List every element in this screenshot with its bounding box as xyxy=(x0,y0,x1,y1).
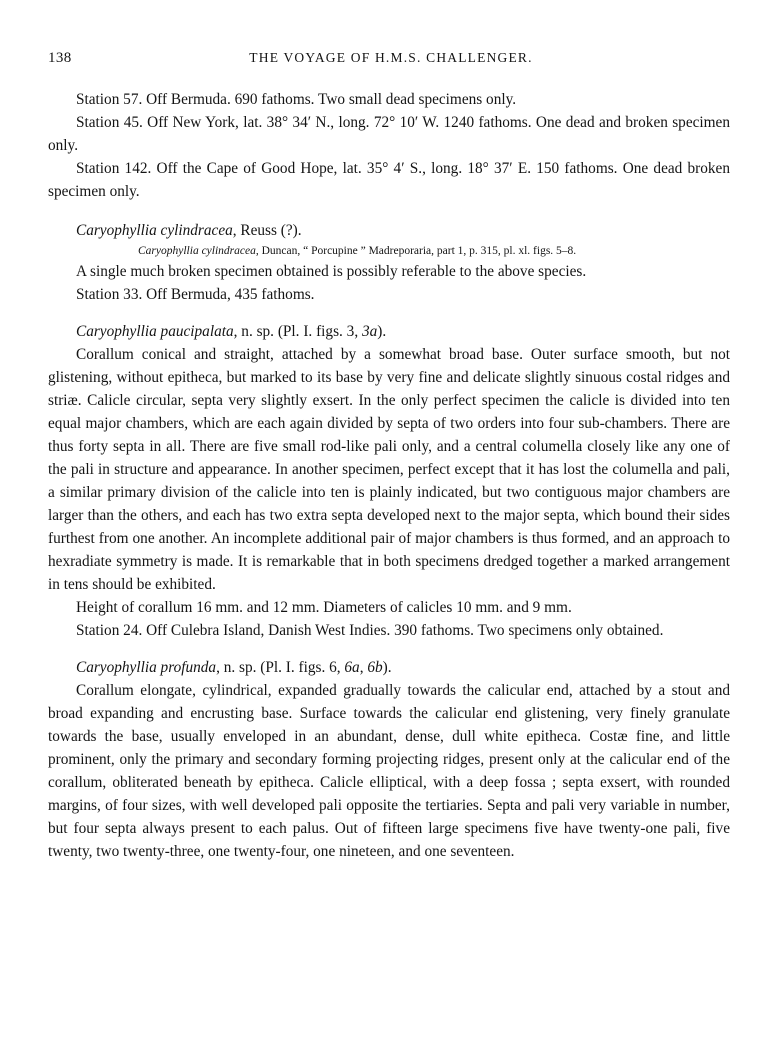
profunda-description: Corallum elongate, cylindrical, expanded gradually towards the calicular end, attached by a stout and broad expanding and encrusting base. Surface towards the calicular end glistening, very finely granulate towards the base, usually enveloped in an abundant, dense, dull white epitheca. Costæ fine, and little prominent, only the primary and secondary forming projecting ridges, present only at the calicular end of the corallum, obliterated beneath by epitheca. Calicle elliptical, with a deep fossa ; septa exsert, with rounded margins, of four sizes, with well developed pali opposite the tertiaries. Septa and pali very variable in number, but four septa always present to each palus. Out of fifteen large specimens five have twenty-one pali, five twenty, two twenty-three, one twenty-four, one nineteen, and one seventeen. xyxy=(48,682,730,860)
station-45-line: Station 45. Off New York, lat. 38° 34′ N., long. 72° 10′ W. 1240 fathoms. One dead and broken specimen only. xyxy=(48,114,730,154)
species-name: Caryophyllia profunda xyxy=(76,659,217,676)
species-name: Caryophyllia cylindracea xyxy=(76,222,233,239)
citation-cylindracea: Caryophyllia cylindracea, Duncan, “ Porcupine ” Madreporaria, part 1, p. 315, pl. xl. figs. 5–8. xyxy=(138,245,577,257)
page-body xyxy=(48,88,730,863)
paucipalata-description: Corallum conical and straight, attached by a somewhat broad base. Outer surface smooth, but not glistening, without epitheca, but marked to its base by very fine and delicate slightly sinuous costal ridges and striæ. Calicle circular, septa very slightly exsert. In the only perfect specimen the calicle is divided into ten equal major chambers, which are each again divided by septa of two orders into four sub-chambers. There are thus forty septa in all. There are five small rod-like pali only, and a central columella closely like any one of the pali in structure and appearance. In another specimen, perfect except that it has lost the columella and pali, a similar primary division of the calicle into ten is plainly indicated, but two contiguous major chambers are larger than the others, and each has two extra septa developed next to the major septa, which bound their sides furthest from one another. An incomplete additional pair of major chambers is thus formed, and an approach to hexradiate symmetry is made. It is remarkable that in both specimens dredged together a marked arrangement in tens should be exhibited. xyxy=(48,346,730,593)
species-heading-cylindracea: Caryophyllia cylindracea, Reuss (?). xyxy=(76,222,302,239)
paucipalata-station: Station 24. Off Culebra Island, Danish West Indies. 390 fathoms. Two specimens only obtained. xyxy=(76,622,664,639)
page-number: 138 xyxy=(48,50,72,66)
page-header xyxy=(48,50,734,70)
species-heading-paucipalata: Caryophyllia paucipalata, n. sp. (Pl. I. figs. 3, 3a). xyxy=(76,323,387,340)
species-name: Caryophyllia paucipalata xyxy=(76,323,234,340)
cylindracea-text: A single much broken specimen obtained is possibly referable to the above species. xyxy=(76,263,587,280)
cylindracea-station: Station 33. Off Bermuda, 435 fathoms. xyxy=(76,286,315,303)
species-heading-profunda: Caryophyllia profunda, n. sp. (Pl. I. figs. 6, 6a, 6b). xyxy=(76,659,392,676)
running-title: THE VOYAGE OF H.M.S. CHALLENGER. xyxy=(249,50,533,65)
station-142-line: Station 142. Off the Cape of Good Hope, lat. 35° 4′ S., long. 18° 37′ E. 150 fathoms. One dead broken specimen only. xyxy=(48,160,730,200)
paucipalata-measurements: Height of corallum 16 mm. and 12 mm. Diameters of calicles 10 mm. and 9 mm. xyxy=(76,599,572,616)
station-57-line: Station 57. Off Bermuda. 690 fathoms. Two small dead specimens only. xyxy=(76,91,517,108)
